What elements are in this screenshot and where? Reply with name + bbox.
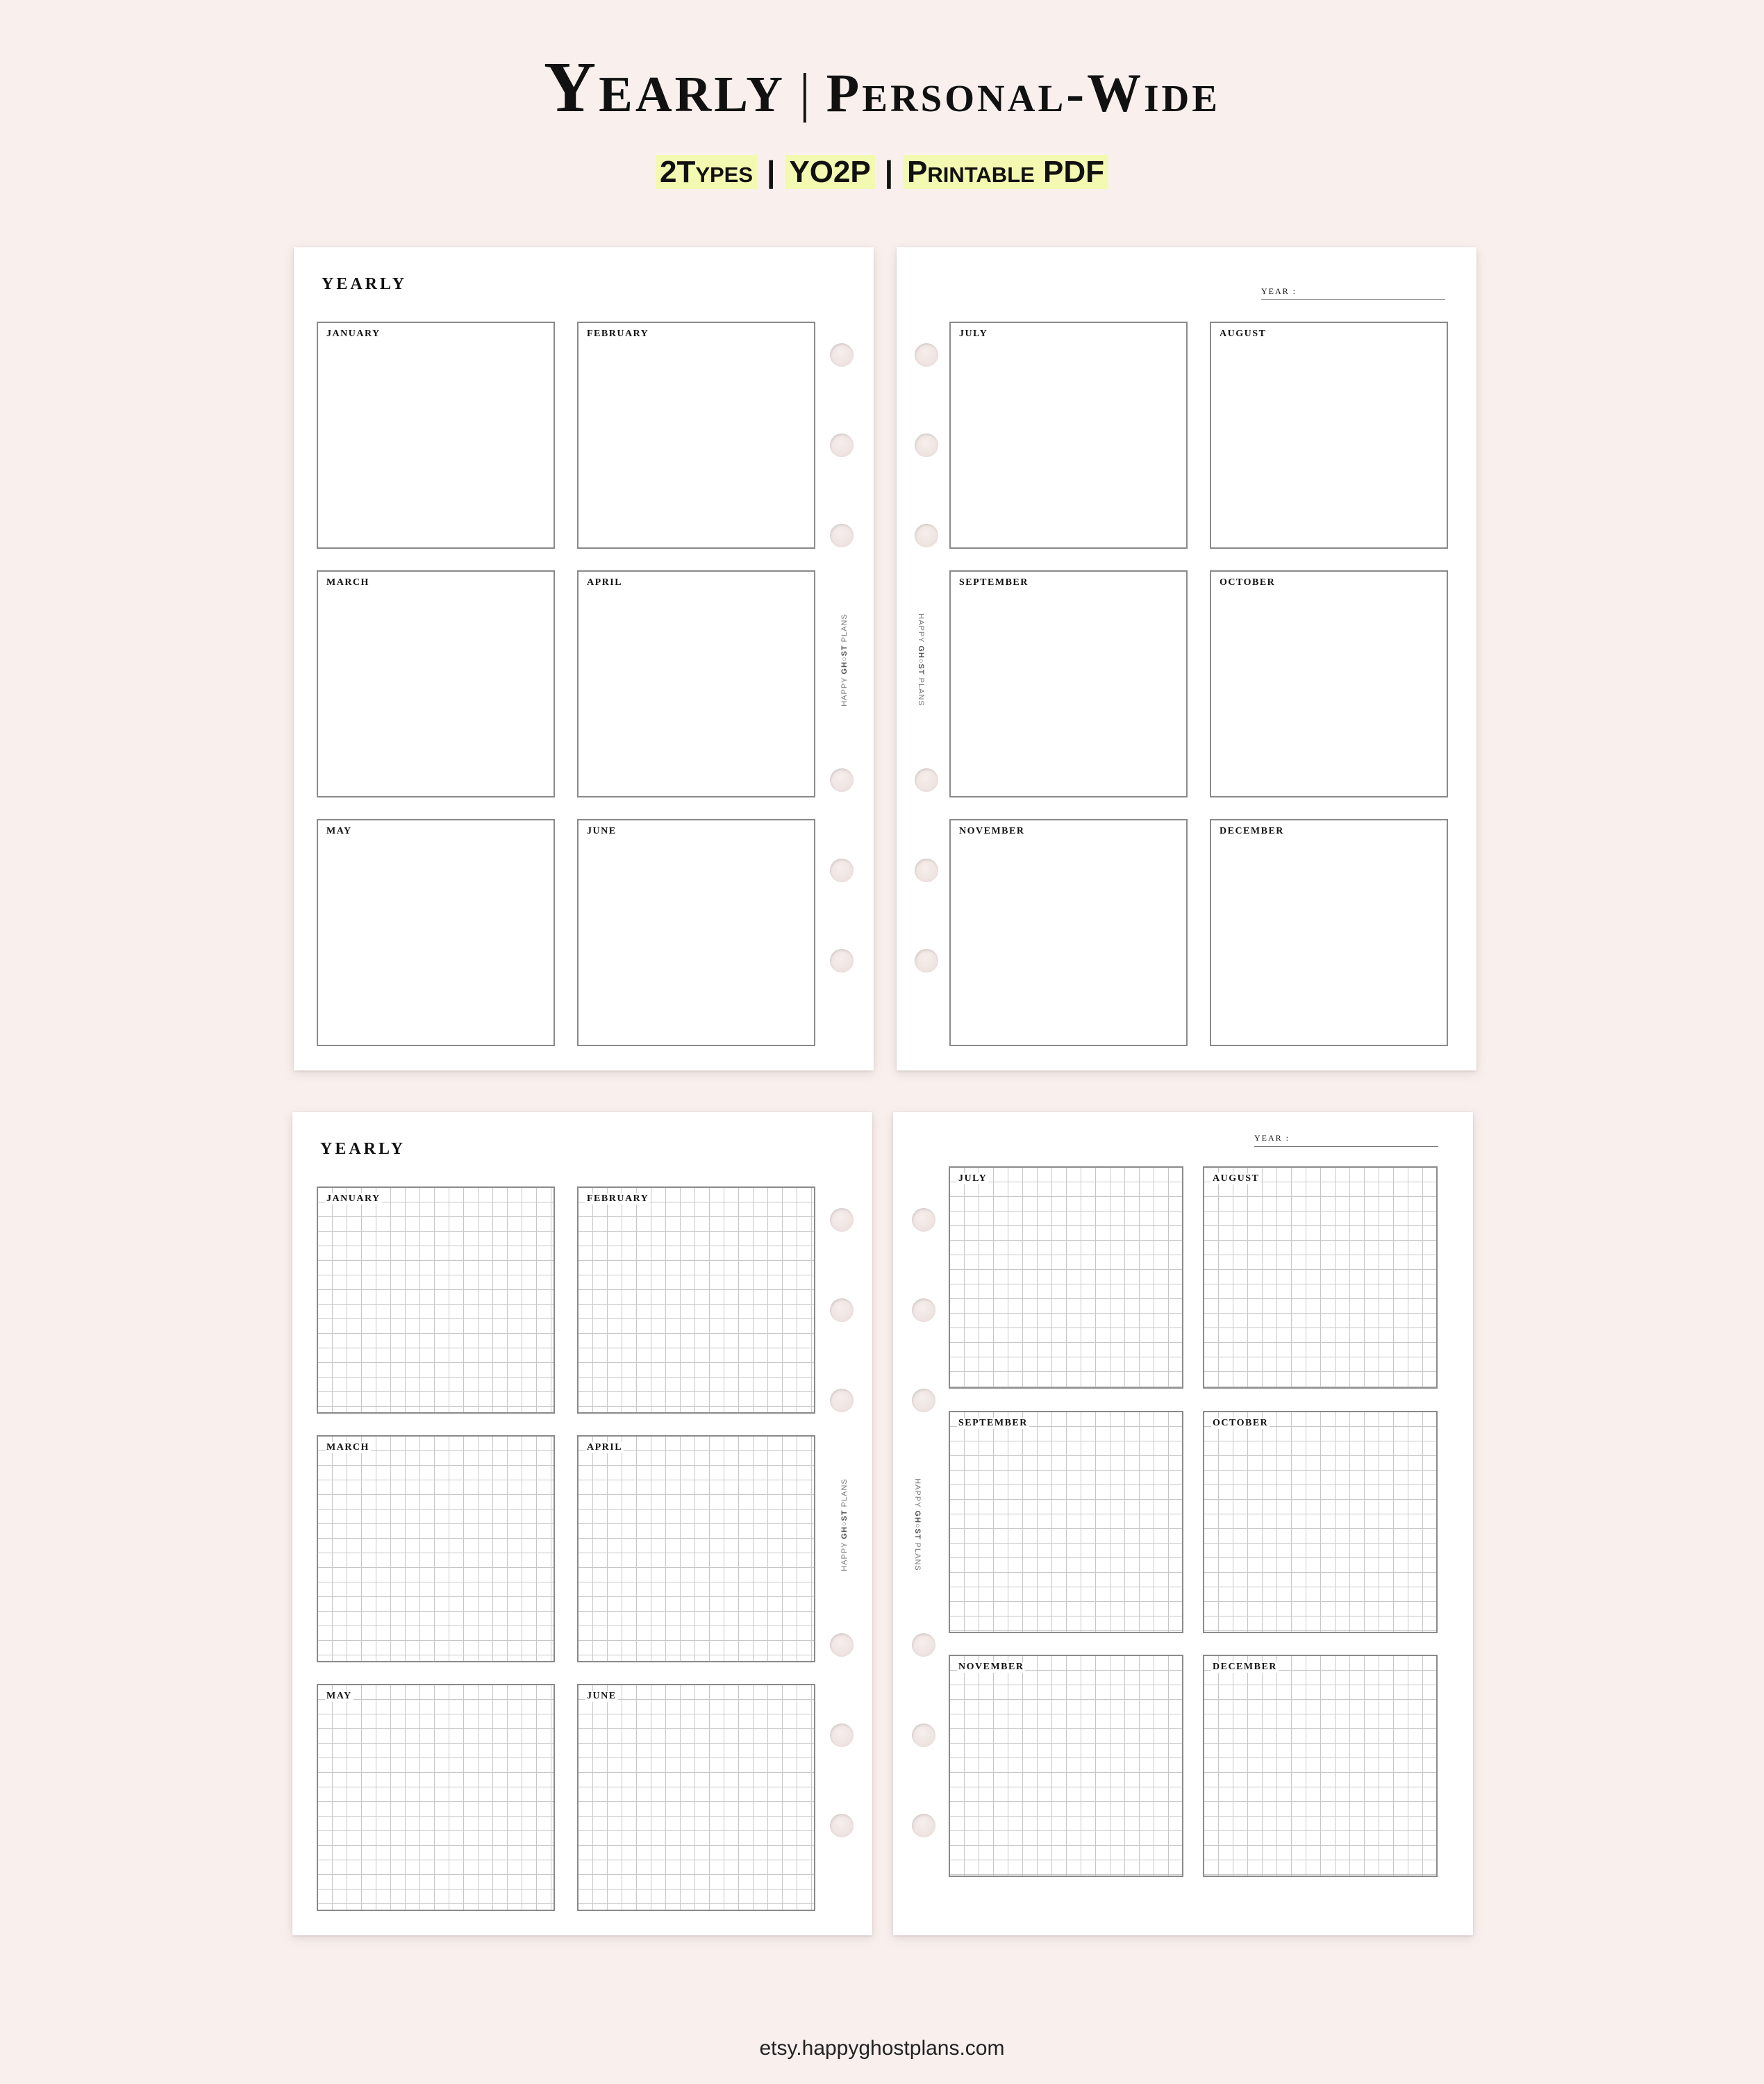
binder-hole [915, 524, 938, 547]
month-label: FEBRUARY [587, 329, 649, 339]
binder-hole [912, 1814, 935, 1837]
brand-mark [910, 1421, 924, 1629]
month-label: JUNE [587, 1691, 617, 1701]
month-label: MARCH [326, 577, 369, 588]
brand-text: HAPPY [913, 1478, 922, 1511]
month-box-april [577, 1435, 815, 1662]
binder-hole [830, 1298, 854, 1322]
binder-hole [830, 1633, 854, 1657]
month-label: DECEMBER [1220, 826, 1284, 836]
binder-hole [912, 1633, 935, 1657]
planner-page-top-right [897, 247, 1476, 1070]
month-box-july [949, 1166, 1183, 1389]
month-label: FEBRUARY [587, 1193, 649, 1204]
brand-text: PLANS [840, 1478, 849, 1510]
month-label: NOVEMBER [959, 826, 1025, 836]
subtitle-separator: | [767, 155, 776, 189]
binder-hole [830, 1208, 854, 1232]
month-label: MAY [326, 826, 352, 836]
binder-hole [915, 343, 938, 367]
brand-text: PLANS [840, 613, 849, 645]
binder-hole [915, 949, 938, 973]
month-box-december [1210, 819, 1448, 1046]
brand-mark [838, 556, 851, 764]
month-box-march [317, 1435, 555, 1662]
binder-hole [912, 1208, 935, 1232]
month-box-december [1203, 1655, 1438, 1877]
month-box-april [577, 570, 815, 797]
brand-text: PLANS [913, 1539, 922, 1571]
brand-text: PLANS [917, 675, 925, 706]
ghost-icon: ○ [840, 656, 849, 662]
month-label: APRIL [587, 1442, 623, 1453]
product-title [0, 47, 1764, 127]
title-yearly: Yearly [544, 47, 785, 127]
ghost-icon: ○ [917, 658, 925, 664]
month-box-march [317, 570, 555, 797]
shop-url: etsy.happyghostplans.com [759, 2037, 1005, 2060]
subtitle-separator: | [884, 155, 894, 189]
binder-hole [830, 768, 854, 792]
brand-text: HAPPY [840, 674, 849, 706]
month-label: MAY [326, 1691, 352, 1701]
binder-hole [912, 1298, 935, 1322]
month-label: JUNE [587, 826, 617, 836]
page-heading: YEARLY [322, 275, 408, 293]
month-label: OCTOBER [1213, 1418, 1269, 1428]
month-box-november [949, 1655, 1183, 1877]
subtitle-layout: YO2P [785, 155, 874, 189]
month-box-september [949, 1411, 1183, 1633]
brand-text: GH [917, 645, 925, 659]
binder-hole [915, 768, 938, 792]
brand-mark [838, 1421, 851, 1629]
binder-hole [912, 1389, 935, 1412]
month-label: SEPTEMBER [958, 1418, 1028, 1428]
month-box-february [577, 1186, 815, 1414]
brand-text: GH [913, 1510, 922, 1523]
month-box-february [577, 322, 815, 549]
binder-hole [830, 949, 854, 973]
month-label: MARCH [326, 1442, 369, 1453]
year-field: YEAR : [1261, 286, 1445, 300]
binder-hole [915, 859, 938, 882]
month-label: NOVEMBER [958, 1662, 1024, 1672]
planner-page-bottom-left [292, 1112, 872, 1935]
binder-hole [830, 433, 854, 457]
month-box-june [577, 1684, 815, 1911]
brand-text: ST [917, 663, 925, 675]
month-label: DECEMBER [1213, 1662, 1277, 1672]
month-label: JULY [959, 329, 988, 339]
planner-page-bottom-right [893, 1112, 1473, 1935]
product-subtitle [0, 151, 1764, 193]
brand-text: HAPPY [917, 613, 925, 646]
month-box-october [1203, 1411, 1438, 1633]
brand-text: HAPPY [840, 1539, 849, 1571]
month-box-january [317, 322, 555, 549]
binder-hole [915, 433, 938, 457]
ghost-icon: ○ [840, 1521, 849, 1527]
brand-text: ST [840, 645, 849, 656]
month-label: JANUARY [326, 1193, 381, 1204]
binder-hole [912, 1723, 935, 1747]
binder-hole [830, 343, 854, 367]
brand-text: GH [840, 1526, 849, 1539]
month-box-july [949, 322, 1188, 549]
month-label: JANUARY [326, 329, 381, 339]
ghost-icon: ○ [913, 1523, 922, 1529]
month-box-september [949, 570, 1188, 797]
month-label: SEPTEMBER [959, 577, 1029, 588]
month-box-october [1210, 570, 1448, 797]
month-label: APRIL [587, 577, 623, 588]
month-box-january [317, 1186, 555, 1414]
brand-text: ST [840, 1510, 849, 1521]
month-label: JULY [958, 1173, 988, 1184]
month-box-august [1203, 1166, 1438, 1389]
page-heading: YEARLY [320, 1140, 406, 1158]
month-label: AUGUST [1213, 1173, 1260, 1184]
binder-hole [830, 1389, 854, 1412]
month-label: OCTOBER [1220, 577, 1276, 588]
binder-hole [830, 524, 854, 547]
binder-hole [830, 1723, 854, 1747]
month-box-june [577, 819, 815, 1046]
year-field: YEAR : [1254, 1133, 1438, 1147]
subtitle-types: 2Types [656, 155, 757, 189]
month-box-august [1210, 322, 1448, 549]
month-box-may [317, 1684, 555, 1911]
title-separator: | [799, 63, 813, 123]
brand-text: ST [913, 1528, 922, 1540]
subtitle-format: Printable PDF [903, 155, 1108, 189]
brand-text: GH [840, 661, 849, 675]
binder-hole [830, 1814, 854, 1837]
planner-page-top-left [294, 247, 874, 1070]
month-label: AUGUST [1220, 329, 1267, 339]
binder-hole [830, 859, 854, 882]
title-personal-wide: Personal-Wide [826, 63, 1220, 123]
month-box-may [317, 819, 555, 1046]
brand-mark [914, 556, 928, 764]
month-box-november [949, 819, 1188, 1046]
